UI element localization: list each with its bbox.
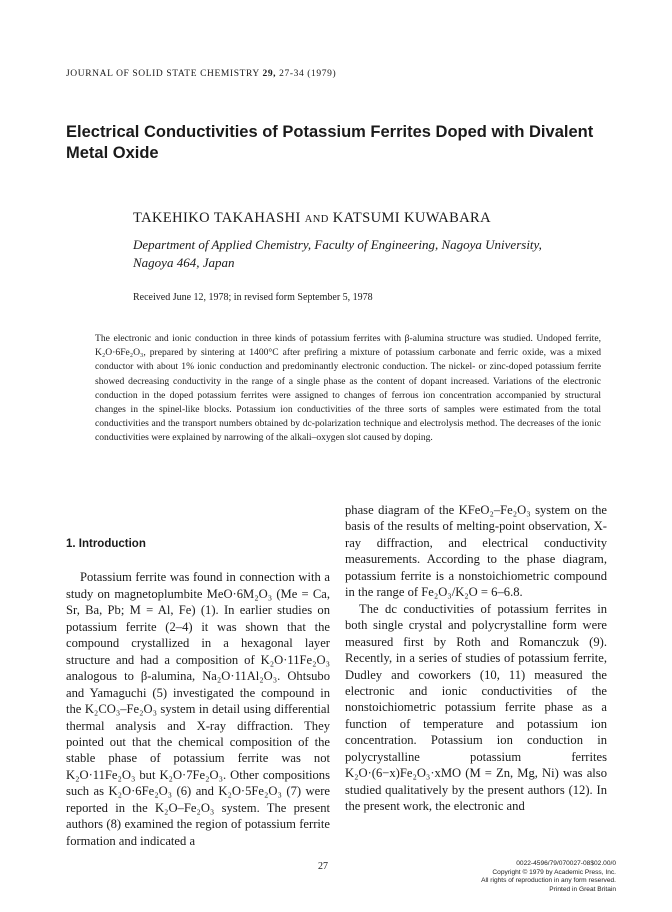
copyright-code: 0022-4596/79/070027-08$02.00/0 <box>516 860 616 867</box>
author-second: KATSUMI KUWABARA <box>332 210 492 226</box>
journal-header <box>66 69 336 79</box>
intro-paragraph-1: Potassium ferrite was found in connection with a study on magnetoplumbite MeO·6M₂O₃ (Me = Ca, Sr, Ba, Pb; M = Al, Fe) (1). In earlier studies on potassium ferrite (2–4) it was shown that the compound crystallized in a hexagonal layer structure and had a composition of K₂O·11Fe₂O₃ analogous to β-alumina, Na₂O·11Al₂O₃. Ohtsubo and Yamaguchi (5) investigated the compound in the K₂CO₃–Fe₂O₃ system in detail using differential thermal analysis and X-ray diffraction. They pointed out that the chemical composition of the stable phase of potassium ferrite was not K₂O·11Fe₂O₃ but K₂O·7Fe₂O₃. Other compositions such as K₂O·6Fe₂O₃ (6) and K₂O·5Fe₂O₃ (7) were reported in the K₂O–Fe₂O₃ system. The present authors (8) examined the region of potassium ferrite formation and indicated a <box>66 570 330 848</box>
affiliation-line-1: Department of Applied Chemistry, Faculty of Engineering, Nagoya University, <box>133 237 542 252</box>
intro-paragraph-2: The dc conductivities of potassium ferrites in both single crystal and polycrystalline form were measured first by Roth and Romanczuk (9). Recently, in a series of studies of potassium ferrite, Dudley and coworkers (10, 11) measured the electronic and ionic conductivities of the nonstoichiometric potassium ferrite phase as a function of temperature and potassium ion concentration. Potassium ion conduction in polycrystalline potassium ferrites K₂O·(6−x)Fe₂O₃·xMO (M = Zn, Mg, Ni) was also studied qualitatively by the present authors (12). In the present work, the electronic and <box>345 601 607 814</box>
intro-paragraph-1-continued: phase diagram of the KFeO₂–Fe₂O₃ system on the basis of the results of melting-point observation, X-ray diffraction, and electrical conductivity measurements. According to the phase diagram, potassium ferrite is a nonstoichiometric compound in the range of Fe₂O₃/K₂O = 6–6.8. <box>345 503 607 600</box>
copyright-line: Copyright © 1979 by Academic Press, Inc. <box>492 868 616 876</box>
rights-line: All rights of reproduction in any form reserved. <box>481 877 616 885</box>
printed-line: Printed in Great Britain <box>549 885 616 893</box>
journal-volume: 29, <box>262 69 277 79</box>
left-column <box>66 536 330 849</box>
authors <box>133 210 491 227</box>
page-number: 27 <box>318 861 328 872</box>
article-title: Electrical Conductivities of Potassium Ferrites Doped with Divalent Metal Oxide <box>66 123 594 162</box>
affiliation <box>133 236 613 272</box>
affiliation-line-2: Nagoya 464, Japan <box>133 255 235 270</box>
journal-name: JOURNAL OF SOLID STATE CHEMISTRY <box>66 69 260 79</box>
journal-pages: 27-34 (1979) <box>279 69 337 79</box>
copyright-notice <box>386 860 616 894</box>
abstract: The electronic and ionic conduction in three kinds of potassium ferrites with β-alumina structure was studied. Undoped ferrite, K₂O·6Fe₂O₃, prepared by sintering at 1400°C after prefiring a mixture of potassium carbonate and ferric oxide, was a mixed conductor with about 1% ionic conduction and predominantly electronic conduction. The nickel- or zinc-doped potassium ferrite showed decreasing conductivity in the range of a single phase as the content of dopant increased. Variations of the electronic conduction in the doped potassium ferrites were assigned to changes of ferrous ion concentration accompanied by structural changes in the spinel-like blocks. Potassium ion conductivities of the three sorts of samples were estimated from the total conductivities and the transport numbers obtained by dc-polarization technique and electrolysis method. The decreases of the ionic conductivities were explained by narrowing of the alkali–oxygen slot caused by doping. <box>95 333 601 444</box>
section-heading: 1. Introduction <box>66 538 146 550</box>
author-first: TAKEHIKO TAKAHASHI <box>133 210 301 226</box>
received-dates: Received June 12, 1978; in revised form September 5, 1978 <box>133 292 373 303</box>
right-column <box>345 502 607 815</box>
author-and: AND <box>304 214 329 225</box>
